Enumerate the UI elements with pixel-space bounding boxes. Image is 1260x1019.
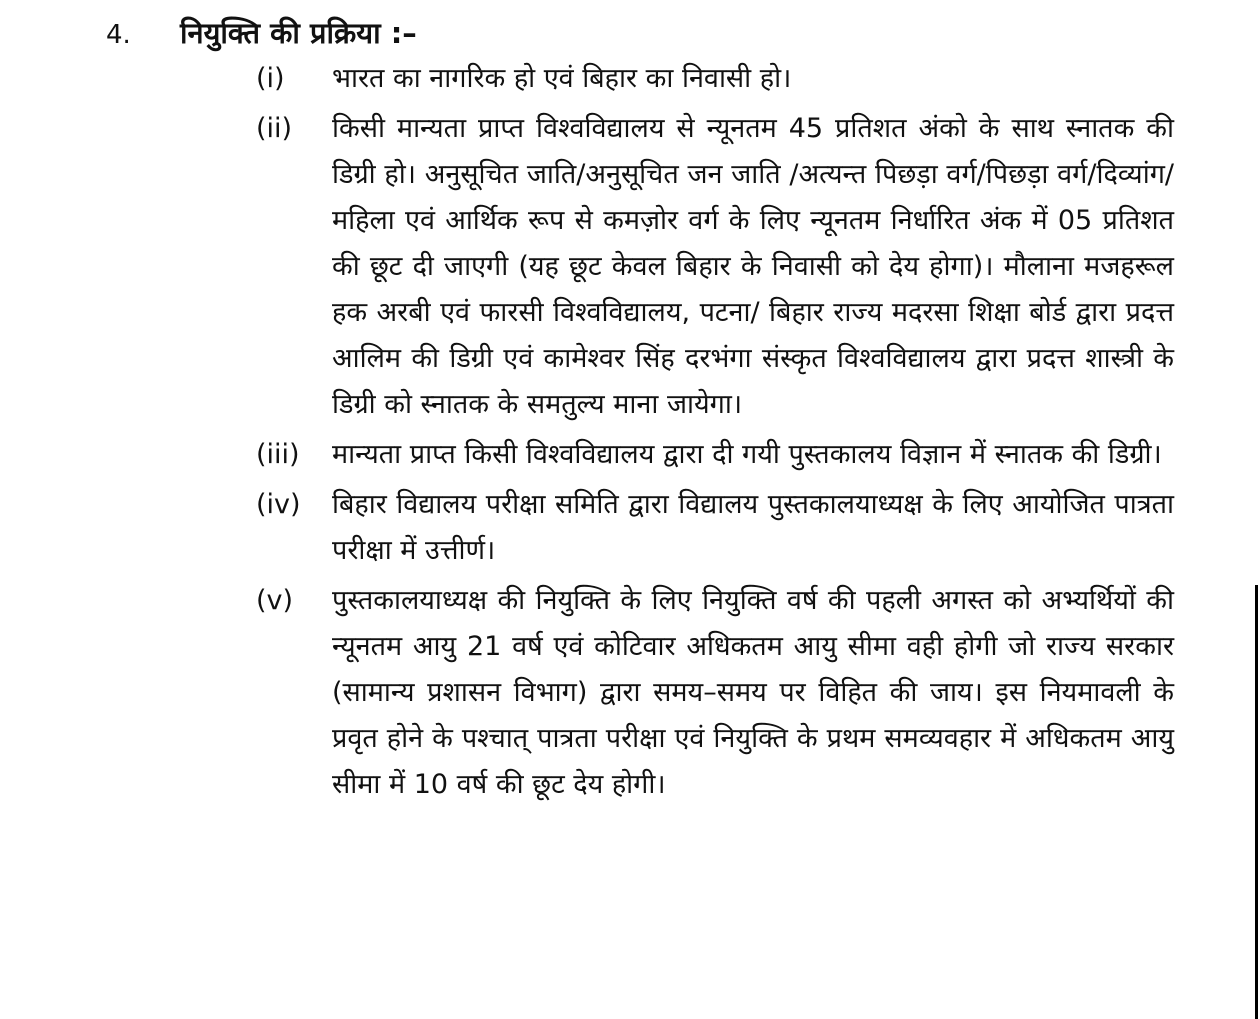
list-item	[0, 432, 1260, 478]
list-item	[0, 482, 1260, 574]
section-number: 4.	[106, 20, 131, 50]
item-label: (iii)	[256, 439, 300, 470]
item-text: बिहार विद्यालय परीक्षा समिति द्वारा विद्यालय पुस्तकालयाध्यक्ष के लिए आयोजित पात्रता परीक्षा में उत्तीर्ण।	[332, 489, 1174, 566]
list-item	[0, 578, 1260, 808]
item-label: (iv)	[256, 489, 301, 520]
list-item	[0, 56, 1260, 102]
page-edge-line	[1255, 585, 1258, 1019]
item-label: (v)	[256, 585, 294, 616]
item-text: मान्यता प्राप्त किसी विश्वविद्यालय द्वारा दी गयी पुस्तकालय विज्ञान में स्नातक की डिग्री।	[332, 439, 1162, 470]
item-label: (ii)	[256, 113, 293, 144]
item-text: पुस्तकालयाध्यक्ष की नियुक्ति के लिए नियुक्ति वर्ष की पहली अगस्त को अभ्यर्थियों की न्यूनतम आयु 21 वर्ष एवं कोटिवार अधिकतम आयु सीमा वही होगी जो राज्य सरकार (सामान्य प्रशासन विभाग) द्वारा समय–समय पर विहित की जाय। इस नियमावली के प्रवृत होने के पश्चात् पात्रता परीक्षा एवं नियुक्ति के प्रथम समव्यवहार में अधिकतम आयु सीमा में 10 वर्ष की छूट देय होगी।	[332, 585, 1174, 800]
list-item	[0, 106, 1260, 428]
eligibility-list	[0, 56, 1260, 812]
item-label: (i)	[256, 63, 285, 94]
section-title: नियुक्ति की प्रक्रिया :–	[180, 16, 417, 50]
item-text: किसी मान्यता प्राप्त विश्वविद्यालय से न्यूनतम 45 प्रतिशत अंको के साथ स्नातक की डिग्री हो। अनुसूचित जाति/अनुसूचित जन जाति /अत्यन्त पिछड़ा वर्ग/पिछड़ा वर्ग/दिव्यांग/महिला एवं आर्थिक रूप से कमज़ोर वर्ग के लिए न्यूनतम निर्धारित अंक में 05 प्रतिशत की छूट दी जाएगी (यह छूट केवल बिहार के निवासी को देय होगा)। मौलाना मजहरूल हक अरबी एवं फारसी विश्वविद्यालय, पटना/ बिहार राज्य मदरसा शिक्षा बोर्ड द्वारा प्रदत्त आलिम की डिग्री एवं कामेश्वर सिंह दरभंगा संस्कृत विश्वविद्यालय द्वारा प्रदत्त शास्त्री के डिग्री को स्नातक के समतुल्य माना जायेगा।	[332, 113, 1174, 420]
item-text: भारत का नागरिक हो एवं बिहार का निवासी हो।	[332, 63, 792, 94]
